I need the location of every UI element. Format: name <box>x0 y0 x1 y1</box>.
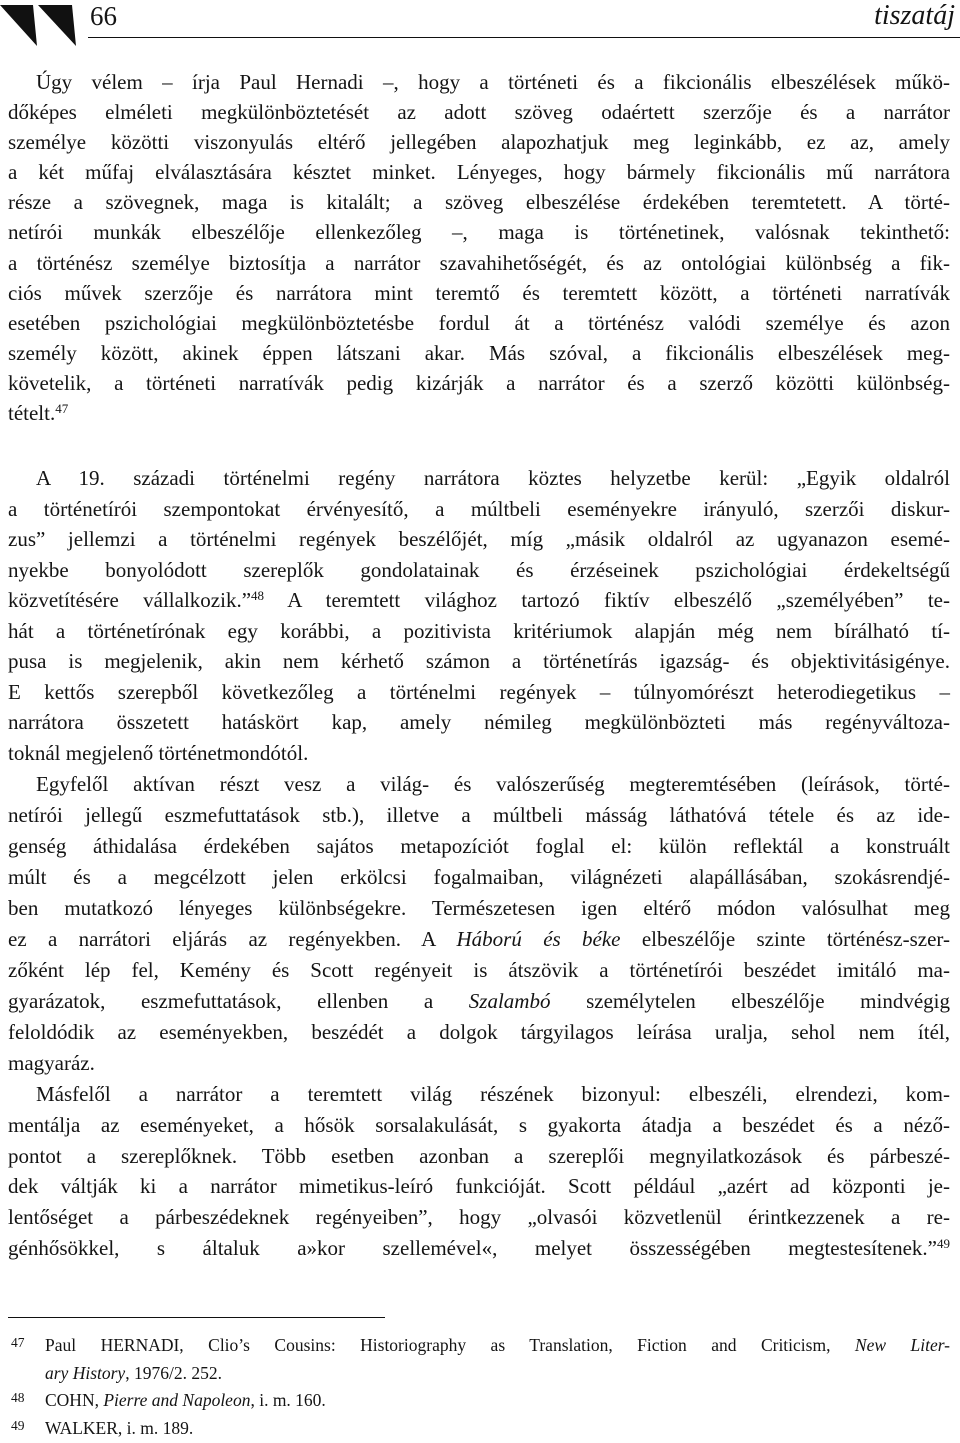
text-line: magyaráz. <box>8 1051 95 1075</box>
footnote-number: 49 <box>11 1417 25 1433</box>
footnote-line <box>45 1387 950 1415</box>
text-line: ciós művek szerzője és narrátora mint teremtő és teremtett között, a történeti narratívák <box>8 280 950 305</box>
footnote-line <box>45 1332 950 1360</box>
text-line: feloldódik az eseményekben, beszédét a dolgok tárgyilagos leírása uralja, sehol nem ítél, <box>8 1020 950 1044</box>
text-line: Egyfelől aktívan részt vesz a világ- és valószerűség megteremtésében (leírások, törté- <box>36 772 950 796</box>
footnote <box>8 1332 950 1387</box>
italic-title: Pierre and Napoleon <box>103 1390 251 1411</box>
text-line: mentálja az eseményeket, a hősök sorsalakulását, s gyakorta átadja a beszédet és a néző- <box>8 1112 950 1137</box>
text-line <box>8 398 950 428</box>
footnote-reference: 47 <box>55 400 69 416</box>
paragraph <box>8 769 950 1079</box>
text-line: része a szövegnek, maga is kitalált; a szöveg elbeszélése érdekében teremtetett. A törté- <box>8 190 950 215</box>
text-line: dek váltják ki a narrátor mimetikus-leíró funkcióját. Scott például „azért ad központi je- <box>8 1174 950 1199</box>
paragraph <box>8 463 950 768</box>
text-line: A 19. századi történelmi regény narrátora köztes helyzetbe kerül: „Egyik oldalról <box>36 466 950 490</box>
text-line: a két műfaj elválasztására késztet minket. Lényeges, hogy bármely fikcionális mű narrátora <box>8 160 950 185</box>
text-line: netírói munkák elbeszélője ellenkezőleg –, maga is történetinek, valósnak tekinthető: <box>8 220 950 245</box>
text-line: netírói jellegű eszmefuttatások stb.), illetve a múltbeli másság láthatóvá tétele és az ide- <box>8 803 950 827</box>
text-line: hát a történetírónak egy korábbi, a pozitivista kritériumok alapján még nem bírálható tí- <box>8 618 950 643</box>
text-line: toknál megjelenő történetmondótól. <box>8 740 309 765</box>
footnote-number: 48 <box>11 1390 25 1406</box>
text-line: a történész személye biztosítja a narrátor szavahihetőségét, és az ontológiai különbség a fik- <box>8 250 950 275</box>
text-run: tételt. <box>8 401 56 426</box>
text-line: zus” jellemzi a történelmi regények beszélőjét, míg „másik oldalról az ugyanazon esemé- <box>8 527 950 552</box>
italic-title: ary History <box>45 1362 126 1383</box>
footnote <box>8 1387 950 1415</box>
text-line: genség áthidalása érdekében sajátos metapozíciót foglal el: külön reflektál a konstruált <box>8 834 950 858</box>
footnote-reference: 48 <box>251 588 265 604</box>
text-line: dőképes elméleti megkülönböztetését az adott szöveg odaértett szerzője és a narrátor <box>8 100 950 125</box>
text-line <box>8 924 950 955</box>
journal-logo-icon <box>0 0 78 50</box>
text-line: pontot a szereplőknek. Több esetben azonban a szereplői megnyilatkozások és párbeszé- <box>8 1143 950 1168</box>
text-run: személytelen elbeszélője mindvégig <box>550 989 951 1013</box>
text-line: személy között, akinek éppen látszani akar. Más szóval, a fikcionális elbeszélések meg- <box>8 340 950 365</box>
footnote-line <box>45 1360 950 1388</box>
journal-title: tiszatáj <box>874 0 955 31</box>
text-run: génhősökkel, s általuk a»kor szellemével«, melyet összességében megtestesítenek.” <box>8 1235 937 1260</box>
text-line <box>8 986 950 1017</box>
footnote-separator <box>8 1317 385 1318</box>
text-line <box>8 585 950 616</box>
text-line: követelik, a történeti narratívák pedig kizárják a narrátor és a szerző közötti különbség- <box>8 370 950 395</box>
text-line: zőként lép fel, Kemény és Scott regényeit is átszövik a történetírói beszédet imitáló ma- <box>8 958 950 982</box>
text-run: COHN, <box>45 1390 104 1411</box>
text-run: gyarázatok, eszmefuttatások, ellenben a <box>8 989 469 1013</box>
text-line: a történetírói szempontokat érvényesítő, a múltbeli eseményekre irányuló, szerzői diskur- <box>8 496 950 521</box>
footnote <box>8 1415 950 1443</box>
text-run: Paul HERNADI, Clio’s Cousins: Historiography as Translation, Fiction and Criticism, <box>45 1335 855 1355</box>
paragraph <box>8 67 950 428</box>
text-line: ben mutatkozó lényeges különbségekre. Természetesen igen eltérő módon valósulhat meg <box>8 896 950 920</box>
text-line: E kettős szerepből következőleg a történelmi regények – túlnyomórészt heterodiegetikus – <box>8 679 950 704</box>
text-line: Úgy vélem – írja Paul Hernadi –, hogy a történeti és a fikcionális elbeszélések műkö- <box>36 70 950 94</box>
text-line: narrátora összetett hatáskört kap, amely némileg megkülönbözteti más regényváltoza- <box>8 710 950 735</box>
italic-title: Szalambó <box>468 989 551 1013</box>
footnotes <box>8 1332 950 1442</box>
text-line <box>8 1233 950 1264</box>
text-line: esetében pszichológiai megkülönböztetésbe fordul át a történész valódi személye és azon <box>8 310 950 335</box>
italic-title: Háború és béke <box>456 927 621 951</box>
footnote-line: WALKER, i. m. 189. <box>45 1417 194 1438</box>
paragraph <box>8 1079 950 1264</box>
text-line: Másfelől a narrátor a teremtett világ részének bizonyul: elbeszéli, elrendezi, kom- <box>36 1082 950 1106</box>
text-line: pusa is megjelenik, akin nem kérhető számon a történetírás igazság- és objektivitásigénye. <box>8 649 950 674</box>
text-run: A teremtett világhoz tartozó fiktív elbeszélő „személyében” te- <box>264 588 950 613</box>
footnote-number: 47 <box>11 1335 25 1350</box>
text-line: lentőséget a párbeszédeknek regényeiben”, hogy „olvasói közvetlenül érintkezzenek a re- <box>8 1205 950 1230</box>
text-run: ez a narrátori eljárás az regényekben. A <box>8 927 457 951</box>
text-run: , i. m. 160. <box>250 1390 326 1411</box>
header-rule <box>88 37 960 38</box>
text-run: közvetítésére vállalkozik.” <box>8 588 252 613</box>
text-line: személye közötti viszonyulás eltérő jellegében alapozhatjuk meg leginkább, ez az, amely <box>8 130 950 155</box>
footnote-reference: 49 <box>937 1235 950 1251</box>
text-line: múlt és a megcélzott jelen erkölcsi fogalmaiban, világnézeti alapállásában, szokásrendjé- <box>8 865 950 889</box>
text-run: , 1976/2. 252. <box>125 1362 222 1383</box>
italic-title: New Liter- <box>854 1335 951 1355</box>
text-line: nyekbe bonyolódott szereplők gondolatainak és érzéseinek pszichológiai érdekeltségű <box>8 557 950 582</box>
page-number: 66 <box>90 1 117 31</box>
text-run: elbeszélője szinte történész-szer- <box>620 927 950 951</box>
